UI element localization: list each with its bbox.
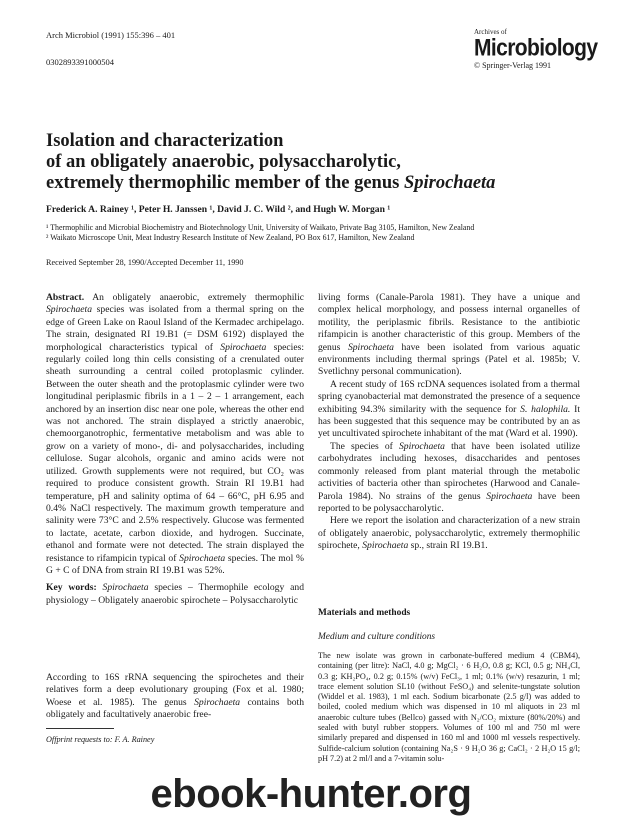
intro-paragraph: A recent study of 16S rcDNA sequences isolated from a thermal spring cyanobacterial mat demonstrated the presence of a sequence exhibiting 94.3% similarity with the sequence for S. halophila. It has been suggested that this sequence may be contributed by an as yet uncultivated spirochete inhabitant of the mat (Ward et al. 1990). bbox=[318, 378, 580, 440]
introduction-column-2 bbox=[318, 292, 580, 553]
brand-name: Microbiology bbox=[474, 34, 598, 62]
methods-subheading: Medium and culture conditions bbox=[318, 632, 436, 642]
intro-paragraph: living forms (Canale-Parola 1981). They have a unique and complex helical morphology, and possess internal organelles of motility, the periplasmic fibrils. Resistance to the antibiotic rifampicin is another characteristic of this group. Members of the genus Spirochaeta have been isolated from various aquatic environments including thermal springs (Patel et al. 1985b; V. Svetlichny personal communication). bbox=[318, 292, 581, 378]
title-line-1: Isolation and characterization bbox=[46, 131, 284, 151]
paper-title bbox=[46, 131, 586, 194]
affiliation-2: ² Waikato Microscope Unit, Meat Industry Research Institute of New Zealand, PO Box 617, Hamilton, New Zealand bbox=[46, 233, 415, 242]
intro-paragraph: Here we report the isolation and characterization of a new strain of obligately anaerobic, polysaccharolytic, extremely thermophilic spirochete, Spirochaeta sp., strain RI 19.B1. bbox=[318, 515, 580, 552]
authors: Frederick A. Rainey ¹, Peter H. Janssen ¹, David J. C. Wild ², and Hugh W. Morgan ¹ bbox=[46, 204, 391, 215]
journal-brand bbox=[474, 28, 598, 71]
publisher-copyright: © Springer-Verlag 1991 bbox=[474, 61, 552, 70]
methods-text: The new isolate was grown in carbonate-buffered medium 4 (CBM4), containing (per litre): NaCl, 4.0 g; MgCl₂ · 6 H₂O, 0.8 g; KCl, 0.5 g; NH₄Cl, 0.3 g; KH₂PO₄, 0.2 g; 0.15% (w/v) FeCl₃, 1 ml; 0.1% (w/v) resazurin, 1 ml; trace element solution SL10 (without FeSO₄) and selenite-tungstate solution (Widdel et al. 1983), 1 ml each. Sodium bicarbonate (2.5 g/l) was added to boiled, cooled medium which was dispensed in 10 ml aliquots in 23 ml anaerobic culture tubes (Bellco) gassed with N₂/CO₂ mixture (80%/20%) and sealed with butyl rubber stoppers. Volumes of 100 ml and 750 ml were similarly prepared and dispensed in 160 ml and 1000 ml vessels respectively. Sulfide-calcium solution (containing Na₂S · 9 H₂O 36 g; CaCl₂ · 2 H₂O 15 g/l; pH 7.2) at 2 ml/l and a 7-vitamin solu- bbox=[318, 651, 580, 763]
affiliations bbox=[46, 223, 606, 243]
affiliation-1: ¹ Thermophilic and Microbial Biochemistry and Biotechnology Unit, University of Waikato, Private Bag 3105, Hamilton, New Zealand bbox=[46, 223, 475, 232]
paper-id: 0302893391000504 bbox=[46, 57, 114, 67]
offprint-requests: Offprint requests to: F. A. Rainey bbox=[46, 735, 155, 744]
title-line-3: extremely thermophilic member of the genus Spirochaeta bbox=[46, 173, 496, 193]
brand-prefix: Archives of bbox=[474, 28, 507, 36]
journal-citation: Arch Microbiol (1991) 155:396 – 401 bbox=[46, 30, 176, 40]
footnote-rule bbox=[46, 728, 114, 729]
methods-heading: Materials and methods bbox=[318, 608, 411, 618]
intro-paragraph: The species of Spirochaeta that have been isolated utilize carbohydrates including hexoses, disaccharides and pentoses commonly released from plant material through the metabolic activities of bacteria other than spirochetes (Harwood and Canale-Parola 1984). No strains of the genus Spirochaeta have been reported to be polysaccharolytic. bbox=[318, 440, 580, 514]
abstract-column bbox=[46, 292, 304, 607]
received-date: Received September 28, 1990/Accepted December 11, 1990 bbox=[46, 258, 244, 267]
introduction-start: According to 16S rRNA sequencing the spirochetes and their relatives form a deep evolutionary grouping (Fox et al. 1980; Woese et al. 1985). The genus Spirochaeta contains both obligately and facultatively anaerobic free- bbox=[46, 672, 305, 721]
keywords: Key words: Spirochaeta species – Thermophile ecology and physiology – Obligately anaerobic spirochete – Polysaccharolytic bbox=[46, 582, 304, 606]
abstract-text: Abstract. An obligately anaerobic, extremely thermophilic Spirochaeta species was isolated from a thermal spring on the edge of Green Lake on Raoul Island of the Kermadec archipelago. The strain, designated RI 19.B1 (= DSM 6192) displayed the morphological characteristics typical of Spirochaeta species: regularly coiled long thin cells consisting of a crenulated outer sheath surrounding a central coiled protoplasmic cylinder. Between the outer sheath and the protoplasmic cylinder were two longitudinal periplasmic fibrils in a 1 – 2 – 1 arrangement, each anchored by an insertion disc near one pole, whereas the other end was not anchored. The strain displayed a strictly anaerobic, chemoorganotrophic, fermentative metabolism and was able to grow on a variety of mono-, di- and polysaccharides, including cellulose. Sugar alcohols, organic and amino acids were not utilized. Growth supplements were not required, but CO₂ was required to produce consistent growth. Strain RI 19.B1 had temperature, pH and salinity optima of 64 – 66°C, pH 6.95 and 0.4% NaCl respectively. The maximum growth temperature and salinity were 73°C and 2.5% respectively. Glucose was fermented to lactate, acetate, carbon dioxide, and hydrogen. Succinate, ethanol and formate were not detected. The strain displayed the resistance to rifampicin typical of Spirochaeta species. The mol % G + C of DNA from strain RI 19.B1 was 52%. bbox=[46, 292, 304, 576]
title-line-2: of an obligately anaerobic, polysaccharolytic, bbox=[46, 152, 401, 172]
watermark: ebook-hunter.org bbox=[150, 772, 472, 816]
